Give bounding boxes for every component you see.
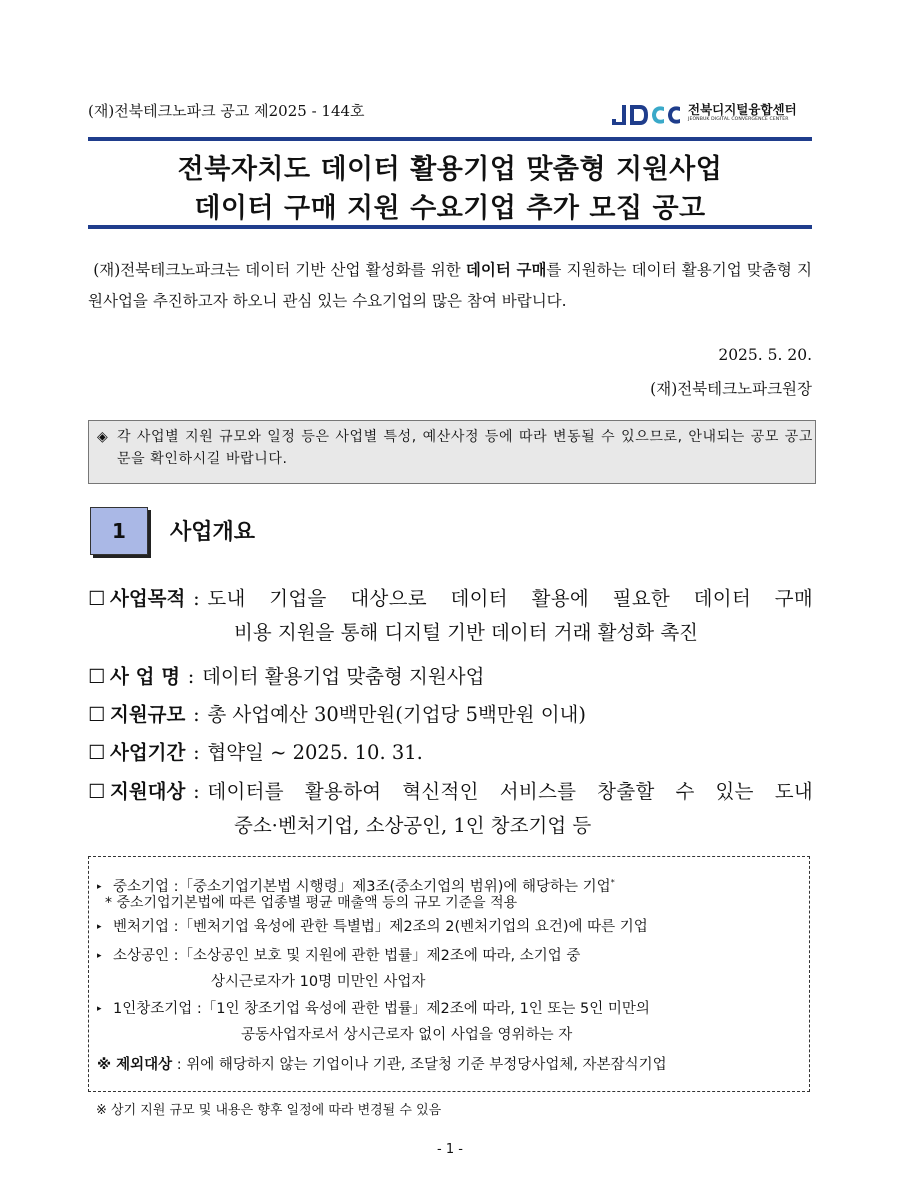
diamond-icon: ◈: [97, 429, 108, 445]
item-value: 협약일 ~ 2025. 10. 31.: [207, 741, 423, 764]
definition-one-person: [97, 997, 650, 1018]
jdcc-logo-mark: [610, 101, 682, 127]
definition-venture-text: 벤처기업 :「벤처기업 육성에 관한 특별법」제2조의 2(벤처기업의 요건)에 따른 기업: [113, 919, 648, 935]
item-label: 지원규모: [110, 703, 186, 726]
definition-small-business-continued: 상시근로자가 10명 미만인 사업자: [211, 974, 426, 990]
item-label: 사업목적: [110, 587, 186, 610]
announcement-date: 2025. 5. 20.: [718, 346, 812, 364]
definition-venture: [97, 915, 648, 936]
intro-text-post: 를 지원하는 데이터 활용기업 맞춤형 지원사업을 추진하고자 하오니 관심 있는 수요기업의 많은 참여 바랍니다.: [88, 261, 812, 310]
definition-one-person-continued: 공동사업자로서 상시근로자 없이 사업을 영위하는 자: [241, 1027, 573, 1043]
item-budget: [88, 699, 813, 727]
item-colon: :: [193, 703, 200, 726]
checkbox-square-icon: ☐: [88, 780, 106, 803]
exclusion-text: : 위에 해당하지 않는 기업이나 기관, 조달청 기준 부정당사업체, 자본잠식기업: [172, 1057, 667, 1073]
checkbox-square-icon: ☐: [88, 587, 106, 610]
triangle-bullet-icon: ▸: [97, 951, 102, 961]
item-colon: :: [193, 780, 200, 803]
checkbox-square-icon: ☐: [88, 665, 106, 688]
item-label: 사업기간: [110, 741, 186, 764]
announcement-number: (재)전북테크노파크 공고 제2025 - 144호: [88, 102, 365, 120]
checkbox-square-icon: ☐: [88, 703, 106, 726]
definition-small-business-text: 소상공인 :「소상공인 보호 및 지원에 관한 법률」제2조에 따라, 소기업 중: [113, 948, 581, 964]
definitions-box: [88, 856, 810, 1092]
triangle-bullet-icon: ▸: [97, 922, 102, 932]
item-colon: :: [193, 587, 200, 610]
title-line-1: 전북자치도 데이터 활용기업 맞춤형 지원사업: [177, 154, 723, 185]
item-program-name: [88, 661, 813, 689]
intro-text-pre: (재)전북테크노파크는 데이터 기반 산업 활성화를 위한: [93, 261, 466, 279]
item-value-continued: 비용 지원을 통해 디지털 기반 데이터 거래 활성화 촉진: [234, 621, 699, 644]
logo-name-english: JEONBUK DIGITAL CONVERGENCE CENTER: [688, 117, 789, 122]
item-value: 도내 기업을 대상으로 데이터 활용에 필요한 데이터 구매: [207, 587, 813, 610]
item-value: 데이터 활용기업 맞춤형 지원사업: [202, 665, 485, 688]
exclusion-label: ※ 제외대상: [97, 1057, 173, 1073]
title-rule-top: [88, 137, 812, 141]
item-value-continued: 중소·벤처기업, 소상공인, 1인 창조기업 등: [234, 814, 592, 837]
item-period: [88, 737, 813, 765]
checkbox-square-icon: ☐: [88, 741, 106, 764]
item-value: 데이터를 활용하여 혁신적인 서비스를 창출할 수 있는 도내: [207, 780, 813, 803]
footnote: ※ 상기 지원 규모 및 내용은 향후 일정에 따라 변경될 수 있음: [96, 1103, 442, 1118]
logo-name-korean: 전북디지털융합센터: [688, 102, 797, 117]
intro-text-bold: 데이터 구매: [465, 260, 547, 279]
title-line-2: 데이터 구매 지원 수요기업 추가 모집 공고: [194, 193, 706, 224]
item-label: 사 업 명: [110, 665, 181, 688]
intro-paragraph: [88, 254, 812, 317]
footnote-marker: *: [610, 878, 615, 887]
item-eligibility: [88, 776, 813, 838]
signatory: (재)전북테크노파크원장: [650, 380, 812, 398]
exclusion-line: [97, 1053, 667, 1074]
notice-box: [88, 420, 816, 484]
definition-sme-note: * 중소기업기본법에 따른 업종별 평균 매출액 등의 규모 기준을 적용: [105, 895, 518, 911]
notice-text: 각 사업별 지원 규모와 일정 등은 사업별 특성, 예산사정 등에 따라 변동될 수 있으므로, 안내되는 공모 공고문을 확인하시길 바랍니다.: [117, 429, 813, 467]
triangle-bullet-icon: ▸: [97, 882, 102, 892]
definition-sme-text: 중소기업 :「중소기업기본법 시행령」제3조(중소기업의 범위)에 해당하는 기업: [113, 879, 611, 895]
item-colon: :: [187, 665, 195, 688]
definition-small-business: [97, 944, 580, 965]
definition-one-person-text: 1인창조기업 :「1인 창조기업 육성에 관한 법률」제2조에 따라, 1인 또는 5인 미만의: [113, 1001, 650, 1017]
page-number: - 1 -: [437, 1142, 463, 1157]
item-purpose: [88, 583, 813, 645]
triangle-bullet-icon: ▸: [97, 1004, 102, 1014]
title-rule-bottom: [88, 225, 812, 229]
item-value: 총 사업예산 30백만원(기업당 5백만원 이내): [207, 703, 586, 726]
section-title: 사업개요: [170, 520, 256, 545]
item-label: 지원대상: [110, 780, 186, 803]
item-colon: :: [193, 741, 200, 764]
section-number-badge: 1: [90, 507, 148, 555]
jdcc-logo: [610, 99, 820, 129]
